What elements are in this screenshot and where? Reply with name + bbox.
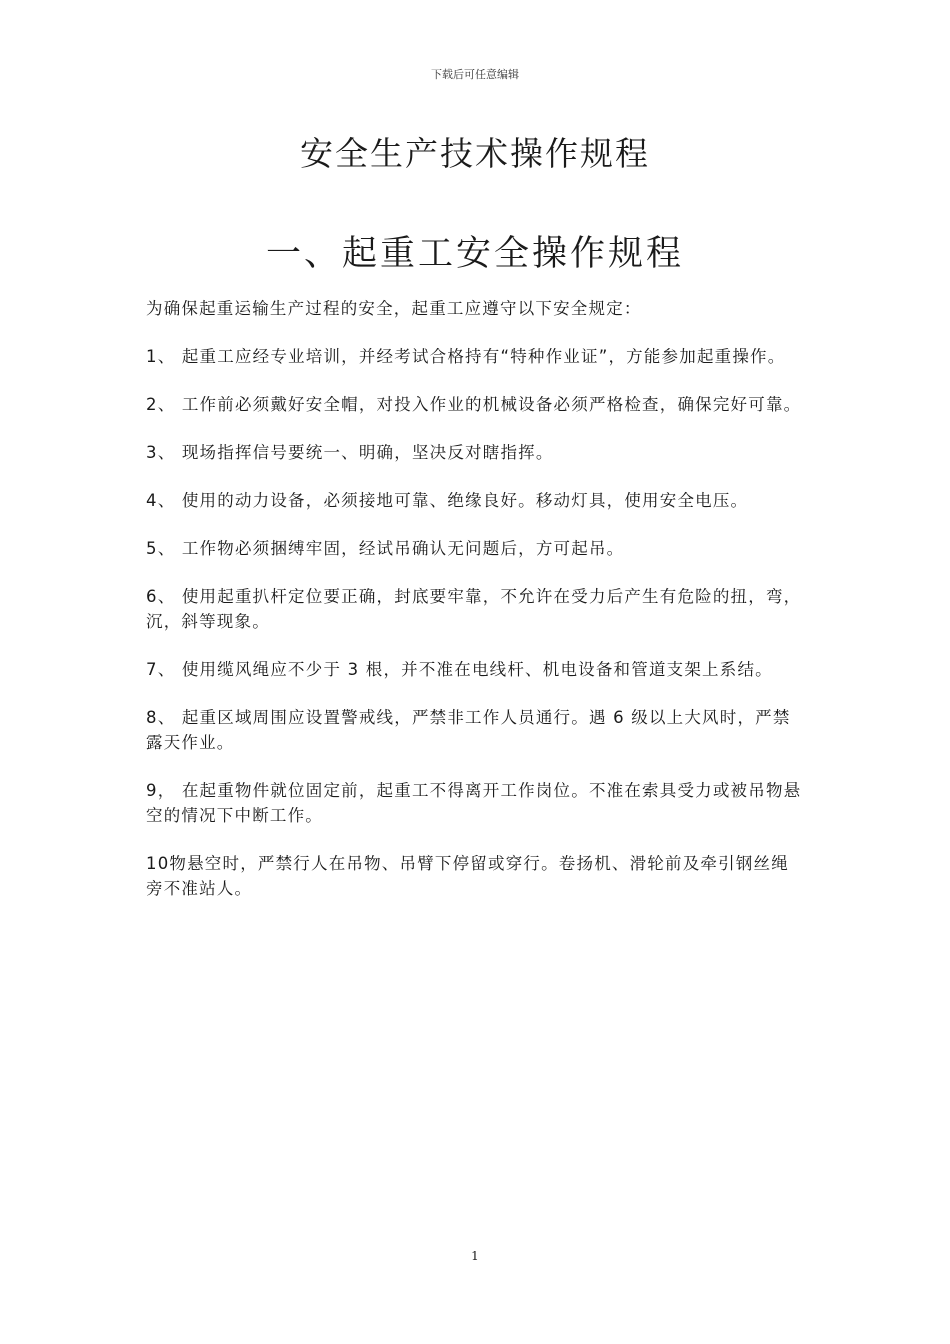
rule-separator: 、 bbox=[157, 708, 182, 727]
rule-text: 使用的动力设备，必须接地可靠、绝缘良好。移动灯具，使用安全电压。 bbox=[181, 491, 749, 510]
rule-item-5 bbox=[146, 536, 806, 561]
rule-separator: 、 bbox=[157, 395, 182, 414]
rule-separator: 、 bbox=[157, 539, 182, 558]
rule-number: 9 bbox=[146, 781, 158, 800]
intro-paragraph: 为确保起重运输生产过程的安全，起重工应遵守以下安全规定： bbox=[146, 299, 642, 318]
rule-item-10 bbox=[146, 851, 806, 901]
rule-item-8 bbox=[146, 705, 806, 755]
rule-text: 现场指挥信号要统一、明确，坚决反对瞎指挥。 bbox=[181, 443, 554, 462]
rule-item-3 bbox=[146, 440, 806, 465]
rule-text: 物悬空时，严禁行人在吊物、吊臂下停留或穿行。卷扬机、滑轮前及牵引钢丝绳旁不准站人。 bbox=[146, 854, 789, 898]
rule-separator: 、 bbox=[157, 587, 182, 606]
rule-text: 工作前必须戴好安全帽，对投入作业的机械设备必须严格检查，确保完好可靠。 bbox=[181, 395, 802, 414]
rule-number: 2 bbox=[146, 395, 158, 414]
section-title: 一、起重工安全操作规程 bbox=[265, 234, 684, 274]
rule-text: 使用缆风绳应不少于 3 根，并不准在电线杆、机电设备和管道支架上系结。 bbox=[181, 660, 773, 679]
rule-text: 使用起重扒杆定位要正确，封底要牢靠，不允许在受力后产生有危险的扭，弯，沉，斜等现象。 bbox=[146, 587, 802, 631]
rule-number: 1 bbox=[146, 347, 158, 366]
rule-number: 3 bbox=[146, 443, 158, 462]
rule-item-4 bbox=[146, 488, 806, 513]
rule-separator: 、 bbox=[157, 347, 182, 366]
rule-text: 工作物必须捆缚牢固，经试吊确认无问题后，方可起吊。 bbox=[181, 539, 625, 558]
rule-number: 7 bbox=[146, 660, 158, 679]
rule-number: 6 bbox=[146, 587, 158, 606]
document-body bbox=[146, 296, 806, 924]
rule-separator: 、 bbox=[157, 491, 182, 510]
rule-number: 5 bbox=[146, 539, 158, 558]
rule-item-9 bbox=[146, 778, 806, 828]
document-title: 安全生产技术操作规程 bbox=[300, 134, 650, 173]
rule-separator: ， bbox=[157, 781, 182, 800]
rule-separator: 、 bbox=[157, 443, 182, 462]
rule-item-6 bbox=[146, 584, 806, 634]
rule-number: 10 bbox=[146, 854, 170, 873]
rule-item-1 bbox=[146, 344, 806, 369]
rule-item-2 bbox=[146, 392, 806, 417]
rule-number: 8 bbox=[146, 708, 158, 727]
rule-separator: 、 bbox=[157, 660, 182, 679]
rule-text: 起重工应经专业培训，并经考试合格持有“特种作业证”，方能参加起重操作。 bbox=[181, 347, 786, 366]
rule-text: 在起重物件就位固定前，起重工不得离开工作岗位。不准在索具受力或被吊物悬空的情况下中断工作。 bbox=[146, 781, 802, 825]
rule-number: 4 bbox=[146, 491, 158, 510]
header-note: 下载后可任意编辑 bbox=[431, 68, 519, 81]
rule-text: 起重区域周围应设置警戒线，严禁非工作人员通行。遇 6 级以上大风时，严禁露天作业。 bbox=[146, 708, 791, 752]
page-number: 1 bbox=[471, 1249, 479, 1263]
rule-item-7 bbox=[146, 657, 806, 682]
